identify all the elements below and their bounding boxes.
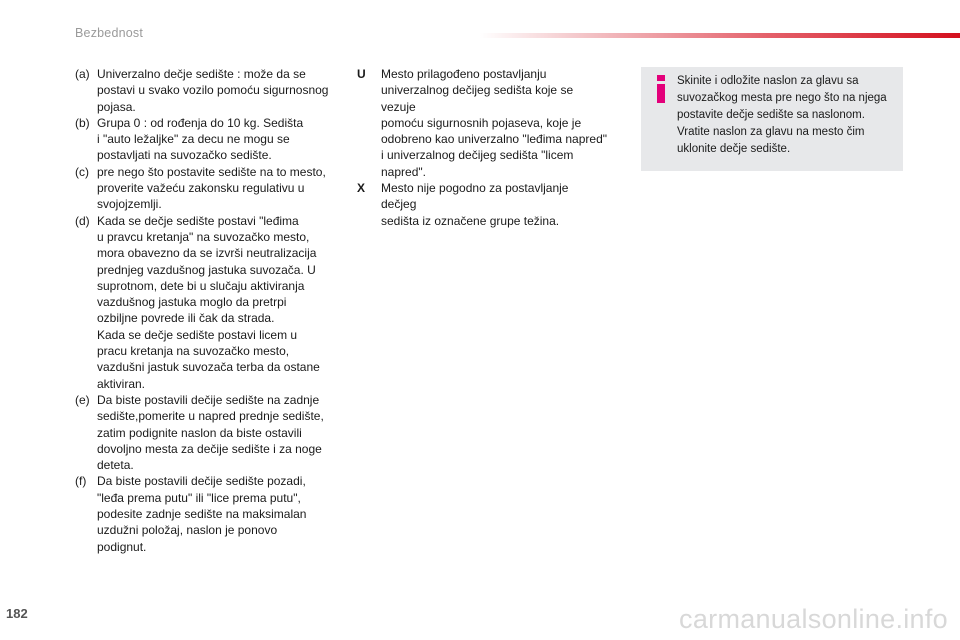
note-item-mark: (f) [75, 474, 87, 489]
text-line: sedište,pomerite u napred prednje sedište, [97, 409, 324, 424]
text-line: Mesto nije pogodno za postavljanje dečjeg [381, 181, 569, 212]
note-item-mark: (d) [75, 213, 90, 228]
text-line: "leđa prema putu" ili "lice prema putu", [97, 490, 301, 505]
text-line: pomoću sigurnosnih pojaseva, koje je [381, 115, 582, 130]
note-item-text [97, 213, 340, 392]
note-item [75, 164, 340, 213]
text-line: Grupa 0 : od rođenja do 10 kg. Sedišta [97, 115, 304, 130]
legend-item [357, 180, 607, 229]
text-line: sedišta iz označene grupe težina. [381, 213, 560, 228]
text-line: pracu kretanja na suvozačko mesto, [97, 344, 290, 359]
text-line: deteta. [97, 458, 134, 473]
section-title: Bezbednost [75, 26, 144, 40]
legend-column [357, 66, 607, 229]
text-line: postavljati na suvozačko sedište. [97, 148, 272, 163]
note-item [75, 392, 340, 473]
info-line: uklonite dečje sedište. [677, 143, 791, 155]
watermark: carmanualsonline.info [679, 604, 948, 634]
text-line: zatim podignite naslon da biste ostavili [97, 425, 302, 440]
legend-item [357, 66, 607, 180]
text-line: uzdužni položaj, naslon je ponovo [97, 523, 278, 538]
note-item [75, 213, 340, 392]
text-line: i univerzalnog dečijeg sedišta "licem [381, 148, 574, 163]
text-line: vazdušnog jastuka moglo da pretrpi [97, 295, 287, 310]
note-item [75, 115, 340, 164]
info-text [677, 73, 893, 158]
text-line: Kada se dečje sedište postavi licem u [97, 327, 298, 342]
text-line: prednjeg vazdušnog jastuka suvozača. U [97, 262, 316, 277]
text-line: Da biste postavili dečije sedište na zadnje [97, 392, 320, 407]
text-line: suprotnom, dete bi u slučaju aktiviranja [97, 278, 305, 293]
info-line: suvozačkog mesta pre nego što na njega [677, 92, 887, 104]
info-icon [654, 75, 668, 103]
info-box [641, 67, 903, 171]
note-item-mark: (e) [75, 392, 90, 407]
info-line: postavite dečje sedište sa naslonom. [677, 109, 865, 121]
legend-item-mark: U [357, 67, 366, 81]
text-line: pre nego što postavite sedište na to mesto, [97, 164, 326, 179]
text-line: univerzalnog dečijeg sedišta koje se vezuje [381, 83, 574, 114]
note-item-text [97, 473, 340, 554]
text-line: proverite važeću zakonsku regulativu u [97, 181, 305, 196]
note-item-mark: (b) [75, 115, 90, 130]
note-item-text [97, 392, 340, 473]
text-line: podignut. [97, 539, 147, 554]
text-line: Kada se dečje sedište postavi "leđima [97, 213, 299, 228]
page-number: 182 [6, 606, 28, 621]
info-line: Skinite i odložite naslon za glavu sa [677, 75, 859, 87]
note-item [75, 66, 340, 115]
text-line: podesite zadnje sedište na maksimalan [97, 507, 307, 522]
note-item-text [97, 164, 340, 213]
note-item-mark: (a) [75, 67, 90, 81]
legend-item-mark: X [357, 181, 366, 196]
text-line: svojojzemlji. [97, 197, 162, 212]
note-item-text [97, 66, 340, 115]
text-line: aktiviran. [97, 376, 146, 391]
text-line: dovoljno mesta za dečije sedište i za noge [97, 441, 322, 456]
text-line: mora obavezno da se izvrši neutralizacija [97, 246, 317, 261]
note-item-mark: (c) [75, 164, 89, 179]
notes-column [75, 66, 340, 555]
legend-item-text [381, 180, 607, 229]
note-item-text [97, 115, 340, 164]
legend-item-text [381, 66, 607, 180]
text-line: ozbiljne povrede ili čak da strada. [97, 311, 275, 326]
header-accent-bar [480, 33, 960, 38]
note-item [75, 473, 340, 554]
text-line: i "auto ležaljke" za decu ne mogu se [97, 132, 290, 147]
text-line: odobreno kao univerzalno "leđima napred" [381, 132, 608, 147]
text-line: Da biste postavili dečije sedište pozadi, [97, 474, 306, 489]
text-line: vazdušni jastuk suvozača terba da ostane [97, 360, 320, 375]
info-line: Vratite naslon za glavu na mesto čim [677, 126, 865, 138]
text-line: postavi u svako vozilo pomoću sigurnosnog [97, 83, 329, 98]
text-line: Univerzalno dečje sedište : može da se [97, 67, 306, 81]
text-line: pojasa. [97, 99, 136, 114]
text-line: u pravcu kretanja" na suvozačko mesto, [97, 229, 310, 244]
text-line: Mesto prilagođeno postavljanju [381, 67, 547, 81]
text-line: napred". [381, 164, 426, 179]
